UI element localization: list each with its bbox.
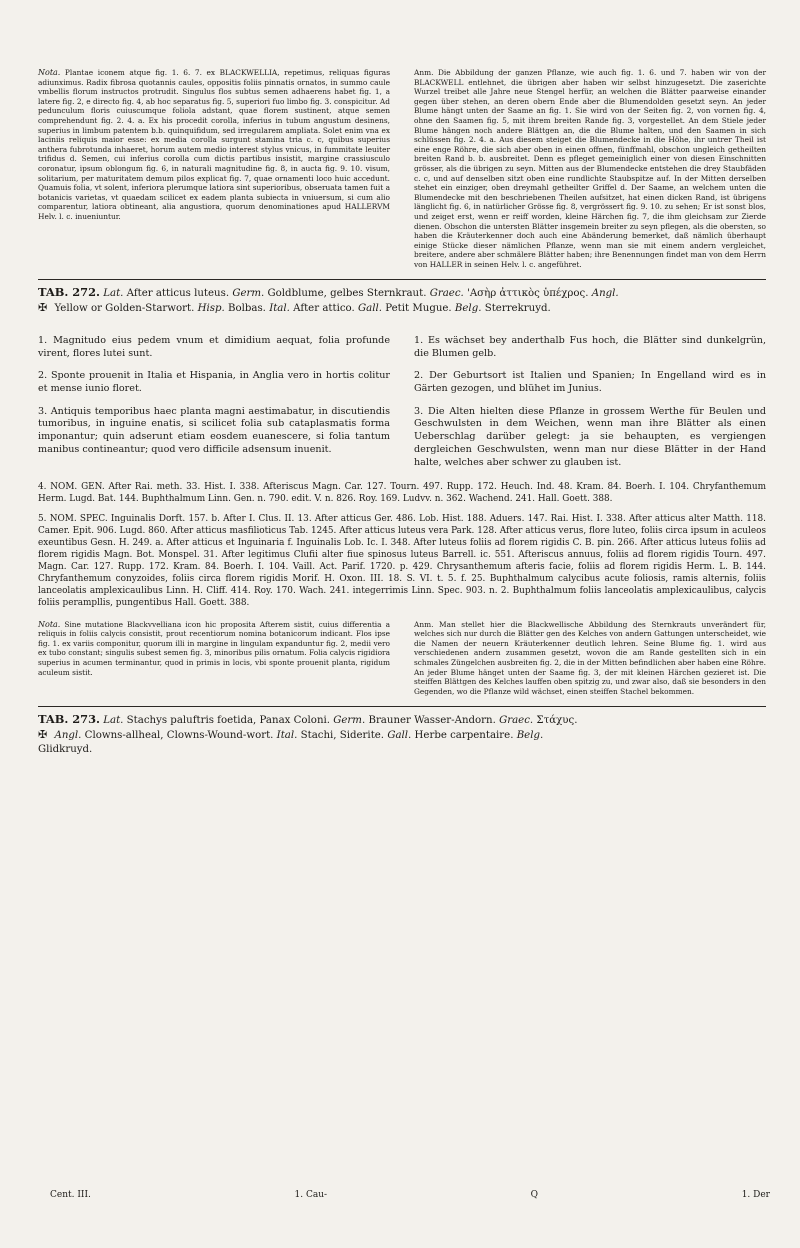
top-notes	[38, 68, 766, 269]
tab272-latin-note-label: Nota.	[38, 619, 61, 629]
tab272-german-note	[414, 620, 766, 697]
tab273-graec-name: Στάχυς.	[536, 715, 578, 727]
tab273-germ-name: Brauner Wasser-Andorn.	[368, 715, 496, 727]
tab273-angl-label: Angl.	[54, 729, 82, 741]
tab273-belg-name: Glidkruyd.	[38, 743, 93, 755]
latin-note-text: Plantae iconem atque fig. 1. 6. 7. ex BLACKWELLIA, repetimus, reliquas figuras adiunximus. Radix fibrosa quotannis caules, oppositis foliis pinnatis ornatos, in summo caule vmbellis florum instructos protrudit. Singulus flos subtus semen adhaerens habet fig. 1, a latere fig. 2, e directo fig. 4, ab hoc separatus fig. 5, superiori fuo limbo fig. 3. conspicitur. Ad pedunculum floris cuiuscumque foliola adstant, quae florem sustinent, atque semen comprehendunt fig. 2. 4. a. Ex his procedit corolla, inferius in tubum angustum desinens, superius in limbum patentem b.b. quinquifidum, sed irregularem ampliata. Solet enim vna ex laciniis reliquis maior esse: ex media corolla surgunt stamina tria c. c, quibus superius anthera fubrotunda inhaeret, horum autem medio interest stylus vnicus, in fummitate leuiter trifidus d. Semen, cui inferius corolla cum dictis partibus insistit, margine crassiusculo coronatur, ipsum oblongum fig. 6, in naturali magnitudine fig. 8, in aucta fig. 9. 10. visum, solitarium, per maturitatem demum pilos explicat fig. 7, quae ornamenti loco huic accedunt. Quamuis folia, vt solent, inferiora plerumque latiora sint superioribus, obseruata tamen fuit a botanicis varietas, vt quaedam scilicet ex eadem planta subiecta in vniuersum, si cum alio comparentur, latiora obtineant, alia angustiora, quorum denominationes apud HALLERVM Helv. l. c. inueniuntur.	[38, 68, 390, 221]
footer-catchword-1: 1. Cau-	[294, 1190, 328, 1200]
german-note-text: Die Abbildung der ganzen Pflanze, wie auch fig. 1. 6. und 7. haben wir von der BLACKWELL entlehnet, die übrigen aber haben wir selbst hinzugesetzt. Die zaserichte Wurzel treibet alle Jahre neue Stengel herfür, an welchen die Blätter paarweise einander gegen über stehen, an deren obern Ende aber die Blumendolden gesetzt seyn. An jeder Blume hängt unten der Saame an fig. 1. Sie wird von der Seiten fig. 2, von vornen fig. 4, ohne den Saamen fig. 5, mit ihrem breiten Rande fig. 3, vorgestellet. An dem Stiele jeder Blume hängen noch andere Blättgen an, die die Blume halten, und den Saamen in sich schlüssen fig. 2. 4. a. Aus diesem steiget die Blumendecke in die Höhe, ihr untrer Theil ist eine enge Röhre, die sich aber oben in einen offnen, fünffmahl, obschon ungleich getheilten breiten Rand b. b. ausbreitet. Denn es pfleget gemeiniglich einer von diesen Einschnitten grösser, als die übrigen zu seyn. Mitten aus der Blumendecke entstehen die drey Staubfäden c. c, und auf denselben sitzt oben eine rundlichte Staubspitze auf. In der Mitten derselben stehet ein einziger, oben dreymahl getheilter Griffel d. Der Saame, an welchem unten die Blumendecke mit den beschriebenen Theilen aufsitzet, hat einen dicken Rand, ist übrigens länglicht fig. 6, in natürlicher Grösse fig. 8, vergrössert fig. 9. 10. zu sehen; Er ist sonst blos, und zeiget erst, wenn er reiff worden, kleine Härchen fig. 7, die ihm gleichsam zur Zierde dienen. Obschon die untersten Blätter insgemein breiter zu seyn pflegen, als die obersten, so haben die Kräuterkenner doch auch eine Abänderung bemerket, daß nämlich überhaupt einige Stücke dieser nämlichen Pflanze, wenn man sie mit einem andern vergleichet, breitere, andere aber schmälere Blätter haben; ihre Benennungen findet man von dem Herrn von HALLER in seinen Helv. l. c. angeführet.	[414, 68, 766, 269]
tab272-latin-items	[38, 326, 390, 476]
top-latin-note	[38, 68, 390, 269]
german-note-label: Anm.	[414, 68, 434, 77]
tab272-german-items	[414, 326, 766, 476]
tab273-lat-name: Stachys paluftris foetida, Panax Coloni.	[126, 715, 331, 727]
tab273-number: TAB. 273.	[38, 712, 100, 727]
latin-item-1: 1. Magnitudo eius pedem vnum et dimidium aequat, folia profunde virent, flores lutei sunt.	[38, 335, 390, 360]
tab272-german-note-text: Man stellet hier die Blackwellische Abbildung des Sternkrauts unverändert für, welches sich nur durch die Blätter gen des Kelches von andern Gattungen unterscheidet, wie die Namen der neuern Kräuterkenner deutlich lehren. Seine Blume fig. 1. wird aus verschiedenen andern zusammen gesetzt, wovon die am Rande gestellten sich in ein schmales Züngelchen ausbreiten fig. 2, die in der Mitten befindlichen aber haben eine Röhre. An jeder Blume hänget unten der Saame fig. 3, der mit kleinen Härchen gezieret ist. Die steiffen Blättgen des Kelches lauffen oben spitzig zu, und zwar also, daß sie besonders in den Gegenden, wo die Pflanze wild wächset, einen steiffen Stachel bekommen.	[414, 619, 766, 696]
tab272-belg-name: Sterrekruyd.	[484, 303, 551, 315]
nom-gen: 4. NOM. GEN. After Rai. meth. 33. Hist. I. 338. Afteriscus Magn. Car. 127. Tourn. 497. Rupp. 172. Heuch. Ind. 48. Kram. 84. Boerh. I. 104. Chryfanthemum Herm. Lugd. Bat. 144. Buphthalmum Linn. Gen. n. 790. edit. V. n. 826. Roy. 169. Ludvv. n. 362. Wachend. 241. Hall. Goett. 388.	[38, 481, 766, 504]
tab273-graec-label: Graec.	[499, 715, 534, 727]
tab273-ital-label: Ital.	[276, 729, 298, 741]
tab272-graec-label: Graec.	[429, 288, 464, 300]
tab272-gall-label: Gall.	[358, 303, 382, 315]
latin-item-2: 2. Sponte prouenit in Italia et Hispania, in Anglia vero in hortis colitur et mense iunio floret.	[38, 370, 390, 395]
divider-tab272	[38, 279, 766, 280]
german-item-1: 1. Es wächset bey anderthalb Fus hoch, die Blätter sind dunkelgrün, die Blumen gelb.	[414, 335, 766, 360]
tab273-ital-name: Stachi, Siderite.	[300, 729, 385, 741]
tab272-gall-name: Petit Mugue.	[385, 303, 452, 315]
latin-item-3: 3. Antiquis temporibus haec planta magni aestimabatur, in discutiendis tumoribus, in inguine enatis, si scilicet folia sub cataplasmatis forma imponantur; quin adserunt etiam eosdem euanescere, si folia tantum manibus contineantur; quod vero difficile adsensum inuenit.	[38, 405, 390, 456]
footer-century: Cent. III.	[50, 1190, 91, 1200]
tab272-lat-name: After atticus luteus.	[126, 288, 230, 300]
tab273-belg-label: Belg.	[516, 729, 544, 741]
tab273-angl-name: Clowns-allheal, Clowns-Wound-wort.	[84, 729, 274, 741]
tab272-angl-name: Yellow or Golden-Starwort.	[54, 303, 195, 315]
tab272-latin-note-text: Sine mutatione Blackvvelliana icon hic proposita Afterem sistit, cuius differentia a reliquis in foliis calycis consistit, prout recentiorum nomina botanicorum indicant. Flos ipse fig. 1. ex variis componitur, quorum illi in margine in lingulam expanduntur fig. 2, medii vero ex tubo constant; singulis subest semen fig. 3, minoribus pilis ornatum. Folia calycis rigidiora superius in acumen terminantur, quod in primis in locis, vbi sponte prouenit planta, rigidum aculeum sistit.	[38, 619, 390, 677]
page	[38, 68, 766, 756]
tab272-belg-label: Belg.	[454, 303, 482, 315]
tab273-gall-label: Gall.	[387, 729, 412, 741]
german-item-2: 2. Der Geburtsort ist Italien und Spanien; In Engelland wird es in Gärten gezogen, und blühet im Junius.	[414, 370, 766, 395]
tab272-graec-name: 'Ασὴρ ἀττικὸς ὑπέχρος.	[467, 288, 589, 300]
tab272-german-note-label: Anm.	[414, 619, 434, 629]
page-footer	[50, 1190, 770, 1200]
latin-note-label: Nota.	[38, 68, 61, 77]
tab272-ital-label: Ital.	[269, 303, 290, 315]
tab272-hisp-label: Hisp.	[197, 303, 225, 315]
tab272-items	[38, 326, 766, 476]
cross-icon: ✠	[38, 727, 48, 741]
tab272-notes	[38, 620, 766, 697]
tab273-header	[38, 713, 766, 756]
nom-spec: 5. NOM. SPEC. Inguinalis Dorft. 157. b. After I. Clus. II. 13. After atticus Ger. 486. Lob. Hist. 188. Aduers. 147. Rai. Hist. I. 338. After atticus alter Matth. 118. Camer. Epit. 906. Lugd. 860. After atticus masfilioticus Tab. 1245. After atticus luteus vera Park. 128. After atticus verus, flore luteo, foliis circa ipsum in aculeos exeuntibus Gesn. H. 249. a. After atticus et Inguinaria f. Inguinalis Lob. Ic. I. 348. After luteus foliis ad florem rigidis C. B. pin. 266. After atticus luteus foliis ad florem rigidis Magn. Bot. Monspel. 31. After legitimus Clufii alter fiue spinosus luteus Barrell. ic. 551. Afteriscus annuus, foliis ad florem rigidis Tourn. 497. Magn. Car. 127. Rupp. 172. Kram. 84. Boerh. I. 104. Vaill. Act. Parif. 1720. p. 429. Chrysanthemum afteris facie, foliis ad florem rigidis Herm. L. B. 144. Chryfanthemum conyzoides, foliis circa florem rigidis Morif. H. Oxon. III. 18. S. VI. t. 5. f. 25. Buphthalmum calycibus acute foliosis, ramis alternis, foliis lanceolatis amplexicaulibus Linn. H. Cliff. 414. Roy. 170. Wach. 241. integerrimis Linn. Spec. 903. n. 2. Buphthalmum foliis lanceolatis amplexicaulibus, calycis foliis perampllis, pungentibus Hall. Goett. 388.	[38, 514, 766, 608]
tab272-header	[38, 286, 766, 315]
cross-icon: ✠	[38, 301, 48, 315]
footer-catchword-2: 1. Der	[741, 1190, 770, 1200]
tab272-hisp-name: Bolbas.	[227, 303, 266, 315]
tab272-germ-label: Germ.	[232, 288, 265, 300]
tab272-lat-label: Lat.	[103, 288, 124, 300]
tab272-germ-name: Goldblume, gelbes Sternkraut.	[267, 288, 427, 300]
tab273-germ-label: Germ.	[333, 715, 366, 727]
tab273-gall-name: Herbe carpentaire.	[414, 729, 514, 741]
tab273-lat-label: Lat.	[103, 715, 124, 727]
tab272-number: TAB. 272.	[38, 285, 100, 300]
divider-tab273	[38, 706, 766, 707]
tab272-angl-label: Angl.	[591, 288, 619, 300]
top-german-note	[414, 68, 766, 269]
tab272-ital-name: After attico.	[293, 303, 355, 315]
german-item-3: 3. Die Alten hielten diese Pflanze in grossem Werthe für Beulen und Geschwulsten in dem Weichen, wenn man ihre Blätter als einen Ueberschlag darüber gelegt: ja sie behaupten, es vergiengen dergleichen Geschwulsten, wenn man nur diese Blätter in der Hand halte, welches aber schwer zu glauben ist.	[414, 405, 766, 468]
tab272-latin-note	[38, 620, 390, 697]
footer-signature: Q	[530, 1190, 539, 1200]
